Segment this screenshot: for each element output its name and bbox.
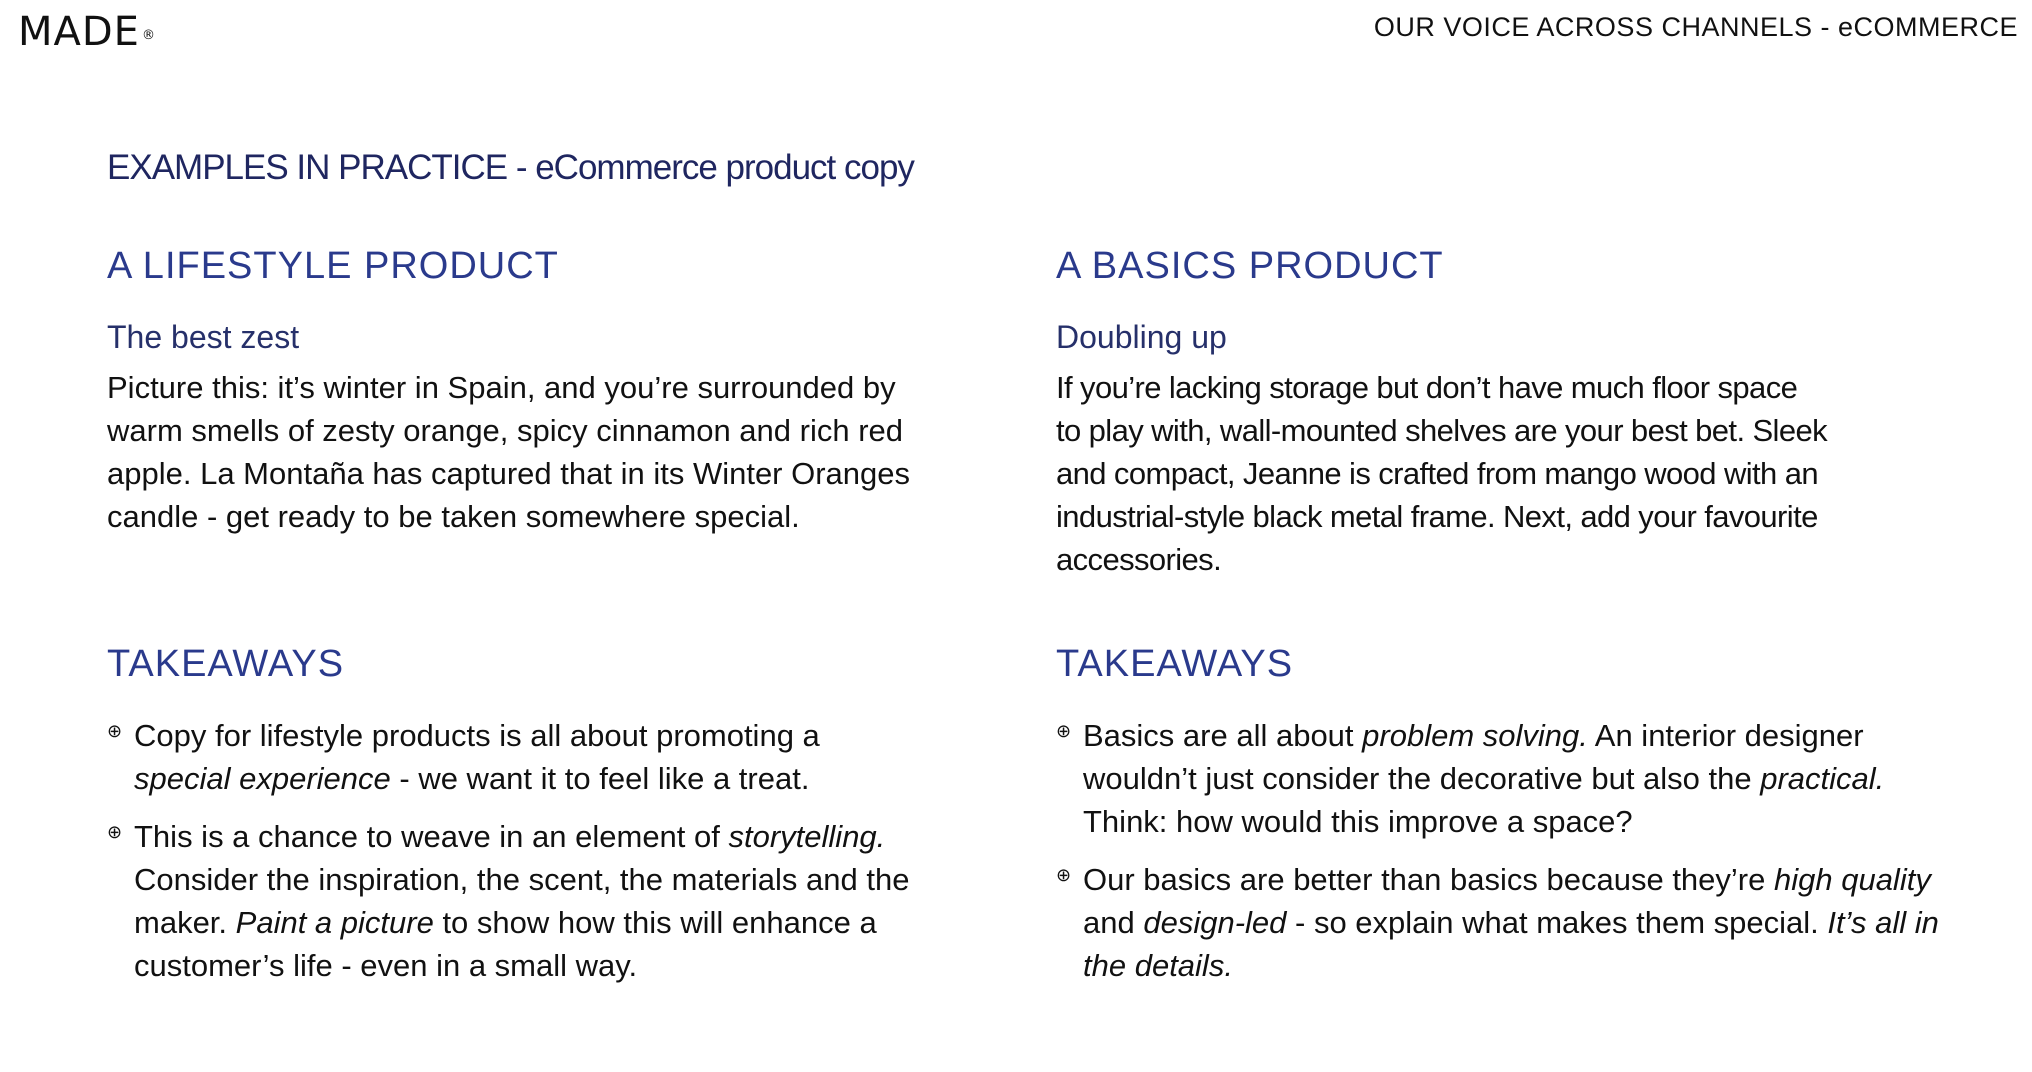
made-logo <box>18 8 154 56</box>
copy-line: warm smells of zesty orange, spicy cinnamon and rich red <box>107 413 903 448</box>
logo-text: MADE <box>18 9 140 55</box>
basics-product-name: Doubling up <box>1056 319 1227 355</box>
basics-product-copy <box>1056 366 1956 581</box>
lifestyle-product-copy <box>107 366 987 538</box>
circled-plus-icon: ⊕ <box>1056 721 1072 741</box>
lifestyle-product-column <box>107 240 987 538</box>
lifestyle-product-name: The best zest <box>107 319 300 355</box>
copy-line: If you’re lacking storage but don’t have much floor space <box>1056 370 1798 405</box>
circled-plus-icon: ⊕ <box>107 822 123 842</box>
copy-line: to play with, wall-mounted shelves are your best bet. Sleek <box>1056 413 1828 448</box>
copy-line: accessories. <box>1056 542 1222 577</box>
lifestyle-takeaways-list <box>107 714 987 1002</box>
circled-plus-icon: ⊕ <box>107 721 123 741</box>
logo-registered-mark: ® <box>141 28 156 43</box>
circled-plus-icon: ⊕ <box>1056 865 1072 885</box>
copy-line: industrial-style black metal frame. Next, add your favourite <box>1056 499 1818 534</box>
basics-product-heading: A BASICS PRODUCT <box>1056 245 1444 287</box>
page-heading: EXAMPLES IN PRACTICE - eCommerce product copy <box>107 148 914 187</box>
list-item: ⊕ Basics are all about problem solving. An interior designer wouldn’t just consider the decorative but also the practical. Think: how would this improve a space? <box>1056 718 1885 839</box>
lifestyle-product-heading: A LIFESTYLE PRODUCT <box>107 245 559 287</box>
list-item: ⊕ This is a chance to weave in an element of storytelling. Consider the inspiration, the scent, the materials and the maker. Paint a picture to show how this will enhance a customer’s life - even in a small way. <box>107 819 910 983</box>
list-item: ⊕ Copy for lifestyle products is all about promoting a special experience - we want it to feel like a treat. <box>107 718 820 796</box>
list-item: ⊕ Our basics are better than basics because they’re high quality and design-led - so explain what makes them special. It’s all in the details. <box>1056 862 1939 983</box>
section-title: OUR VOICE ACROSS CHANNELS - eCOMMERCE <box>1373 12 2018 42</box>
copy-line: and compact, Jeanne is crafted from mango wood with an <box>1056 456 1818 491</box>
basics-product-column <box>1056 240 1956 581</box>
copy-line: candle - get ready to be taken somewhere special. <box>107 499 800 534</box>
basics-takeaways-heading: TAKEAWAYS <box>1056 643 1294 685</box>
copy-line: Picture this: it’s winter in Spain, and you’re surrounded by <box>107 370 896 405</box>
lifestyle-takeaways-heading: TAKEAWAYS <box>107 643 345 685</box>
copy-line: apple. La Montaña has captured that in its Winter Oranges <box>107 456 911 491</box>
basics-takeaways-list <box>1056 714 1956 1002</box>
